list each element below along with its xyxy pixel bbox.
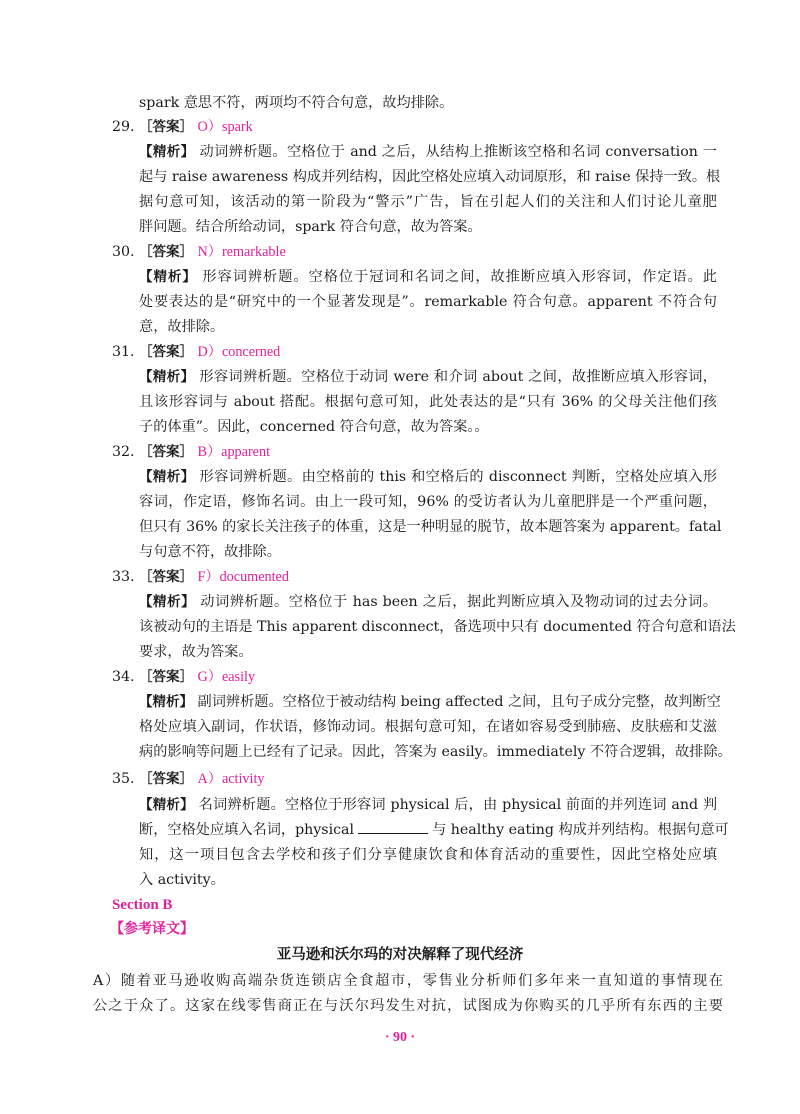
analysis-text: 起与 raise awareness 构成并列结构，因此空格处应填入动词原形，和 raise 保持一致。根 [139, 169, 721, 185]
analysis-line [139, 366, 717, 388]
analysis-label: 【精析】 [139, 369, 195, 385]
analysis-text: 容词，作定语，修饰名词。由上一段可知，96% 的受访者认为儿童肥胖是一个严重问题， [139, 494, 717, 510]
item-number: 34. [112, 669, 135, 685]
answer-line [139, 241, 286, 263]
answer-value: D）concerned [197, 344, 281, 360]
item-number: 33. [112, 569, 135, 585]
answer-label: ［答案］ [139, 444, 193, 460]
article-paragraph-line: A）随着亚马逊收购高端杂货连锁店全食超市，零售业分析师们多年来一直知道的事情现在 [93, 973, 723, 989]
reference-translation-heading: 【参考译文】 [110, 921, 194, 937]
answer-value: F）documented [197, 569, 289, 585]
analysis-text: 断，空格处应填入名词，physical [139, 822, 355, 838]
item-number: 32. [112, 444, 135, 460]
answer-value: O）spark [197, 119, 253, 135]
analysis-line [139, 591, 717, 613]
item-number: 35. [112, 771, 135, 787]
analysis-text: 知，这一项目包含去学校和孩子们分享健康饮食和体育活动的重要性，因此空格处应填 [139, 847, 717, 863]
analysis-text: 且该形容词与 about 搭配。根据句意可知，此处表达的是“只有 36% 的父母关注他们孩 [139, 394, 717, 410]
answer-value: B）apparent [197, 444, 271, 460]
analysis-line [139, 794, 717, 816]
analysis-text: 意，故排除。 [139, 319, 225, 335]
analysis-text: 格处应填入副词，作状语，修饰动词。根据句意可知，在诸如容易受到肺癌、皮肤癌和艾滋 [139, 719, 717, 735]
section-heading: Section B [112, 897, 173, 913]
analysis-line [139, 466, 717, 488]
analysis-text: 副词辨析题。空格位于被动结构 being affected 之间，且句子成分完整，故判断空 [197, 694, 721, 710]
analysis-line [139, 819, 729, 841]
analysis-text: 据句意可知，该活动的第一阶段为“警示”广告，旨在引起人们的关注和人们讨论儿童肥 [139, 194, 717, 210]
answer-label: ［答案］ [139, 569, 193, 585]
answer-line [139, 666, 255, 688]
answer-label: ［答案］ [139, 244, 193, 260]
analysis-text: 该被动句的主语是 This apparent disconnect，备选项中只有 documented 符合句意和语法 [139, 619, 736, 635]
analysis-text: 动词辨析题。空格位于 and 之后，从结构上推断该空格和名词 conversation 一 [199, 144, 717, 160]
analysis-line [139, 266, 717, 288]
analysis-label: 【精析】 [139, 144, 195, 160]
answer-label: ［答案］ [139, 344, 193, 360]
answer-line [139, 116, 253, 138]
analysis-text: 胖问题。结合所给动词，spark 符合句意，故为答案。 [139, 219, 482, 235]
fill-in-blank [358, 819, 428, 834]
item-number: 29. [112, 119, 135, 135]
article-paragraph-line: 公之于众了。这家在线零售商正在与沃尔玛发生对抗，试图成为你购买的几乎所有东西的主要 [93, 998, 723, 1014]
item-number: 30. [112, 244, 135, 260]
analysis-text: 动词辨析题。空格位于 has been 之后，据此判断应填入及物动词的过去分词。 [200, 594, 718, 610]
answer-value: N）remarkable [197, 244, 286, 260]
analysis-text: 名词辨析题。空格位于形容词 physical 后，由 physical 前面的并列连词 and 判 [198, 797, 718, 813]
analysis-text: 与 healthy eating 构成并列结构。根据句意可 [432, 822, 729, 838]
analysis-text: 形容词辨析题。由空格前的 this 和空格后的 disconnect 判断，空格处应填入形 [199, 469, 718, 485]
analysis-text: 入 activity。 [139, 872, 225, 888]
analysis-text: 处要表达的是“研究中的一个显著发现是”。remarkable 符合句意。apparent 不符合句 [139, 294, 717, 310]
analysis-label: 【精析】 [139, 797, 194, 813]
answer-line [139, 768, 265, 790]
answer-line [139, 341, 280, 363]
answer-label: ［答案］ [139, 669, 193, 685]
analysis-text: 形容词辨析题。空格位于冠词和名词之间，故推断应填入形容词，作定语。此 [202, 269, 717, 285]
answer-value: G）easily [197, 669, 256, 685]
analysis-text: 但只有 36% 的家长关注孩子的体重，这是一种明显的脱节，故本题答案为 apparent。fatal [139, 519, 722, 535]
answer-label: ［答案］ [139, 119, 193, 135]
answer-line [139, 566, 289, 588]
answer-line [139, 441, 270, 463]
item-number: 31. [112, 344, 135, 360]
analysis-line [139, 141, 717, 163]
analysis-label: 【精析】 [139, 269, 197, 285]
analysis-label: 【精析】 [139, 694, 193, 710]
page-number: · 90 · [384, 1030, 416, 1045]
analysis-line [139, 691, 721, 713]
answer-label: ［答案］ [139, 771, 193, 787]
answer-value: A）activity [197, 771, 265, 787]
analysis-label: 【精析】 [139, 469, 195, 485]
carryover-line: spark 意思不符，两项均不符合句意，故均排除。 [139, 95, 454, 111]
analysis-text: 子的体重”。因此，concerned 符合句意，故为答案。。 [139, 419, 489, 435]
analysis-text: 与句意不符，故排除。 [139, 544, 281, 560]
analysis-text: 要求，故为答案。 [139, 644, 253, 660]
analysis-text: 病的影响等问题上已经有了记录。因此，答案为 easily。immediately 不符合逻辑，故排除。 [139, 744, 732, 760]
analysis-text: 形容词辨析题。空格位于动词 were 和介词 about 之间，故推断应填入形容词， [199, 369, 717, 385]
analysis-label: 【精析】 [139, 594, 196, 610]
article-title: 亚马逊和沃尔玛的对决解释了现代经济 [276, 947, 524, 963]
